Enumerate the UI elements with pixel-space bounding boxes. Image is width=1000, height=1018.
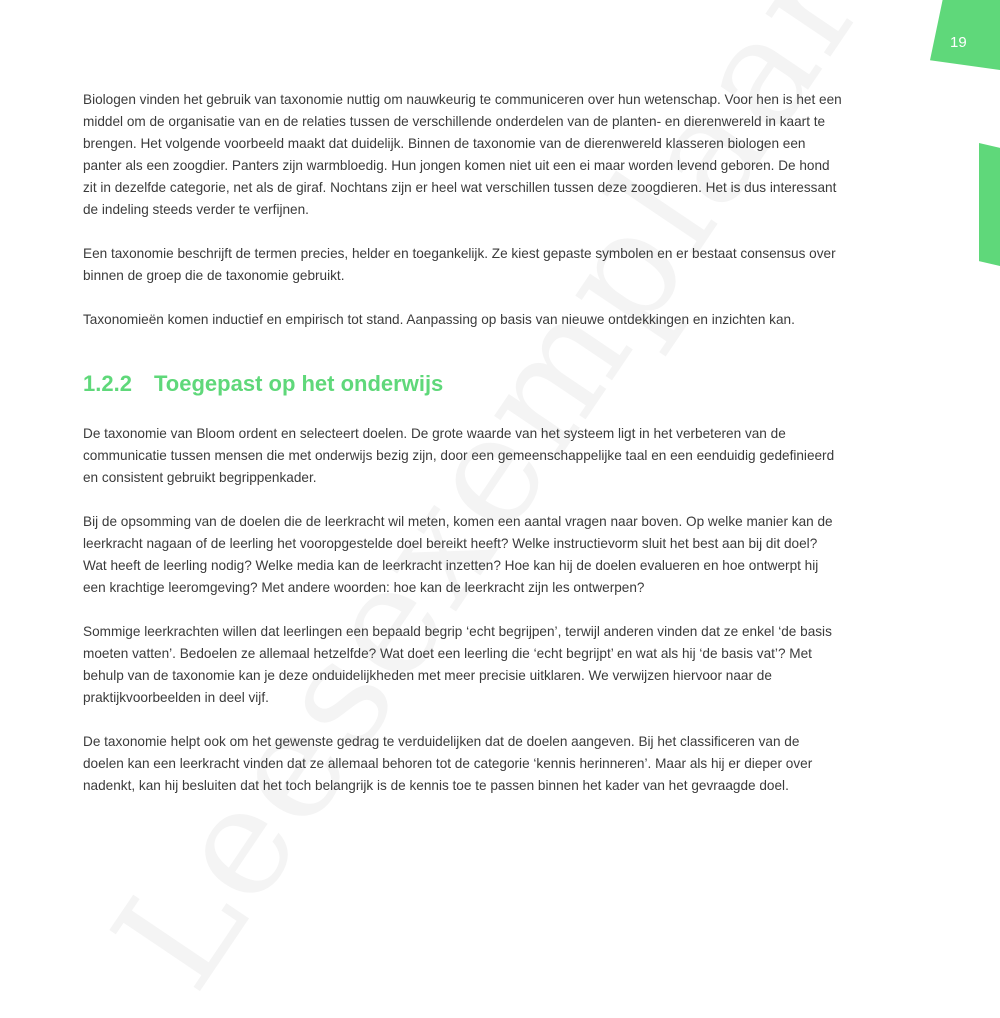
paragraph-beschrijving: Een taxonomie beschrijft de termen precies, helder en toegankelijk. Ze kiest gepaste symbolen en er bestaat consensus over binnen de groep die de taxonomie gebruikt. (83, 246, 836, 283)
paragraph-begrijpen: Sommige leerkrachten willen dat leerlingen een bepaald begrip ‘echt begrijpen’, terwijl anderen vinden dat ze enkel ‘de basis moeten vatten’. Bedoelen ze allemaal hetzelfde? Wat doet een leerling die ‘echt begrijpt’ en wat als hij ‘de basis vat’? Met behulp van de taxonomie kan je deze onduidelijkheden met meer precisie uitklaren. We verwijzen hiervoor naar de praktijkvoorbeelden in deel vijf. (83, 624, 832, 705)
body-text (83, 89, 843, 797)
section-heading (83, 371, 843, 397)
paragraph-vragen: Bij de opsomming van de doelen die de leerkracht wil meten, komen een aantal vragen naar boven. Op welke manier kan de leerkracht nagaan of de leerling het vooropgestelde doel bereikt heeft? Welke instructievorm sluit het best aan bij dit doel? Wat heeft de leerling nodig? Welke media kan de leerkracht inzetten? Hoe kan hij de doelen evalueren en hoe ontwerpt hij een krachtige leeromgeving? Met andere woorden: hoe kan de leerkracht zijn les ontwerpen? (83, 514, 833, 595)
paragraph-bloom: De taxonomie van Bloom ordent en selecteert doelen. De grote waarde van het systeem ligt in het verbeteren van de communicatie tussen mensen die met onderwijs bezig zijn, door een gemeenschappelijke taal en een eenduidig gedefinieerd en consistent gebruikt begrippenkader. (83, 426, 835, 485)
section-number: 1.2.2 (83, 371, 132, 396)
paragraph-gedrag: De taxonomie helpt ook om het gewenste gedrag te verduidelijken dat de doelen aangeven. Bij het classificeren van de doelen kan een leerkracht vinden dat ze allemaal behoren tot de categorie ‘kennis herinneren’. Maar als hij er dieper over nadenkt, kan hij besluiten dat het toch belangrijk is de kennis toe te passen binnen het kader van het gevraagde doel. (83, 734, 813, 793)
chapter-side-strip (979, 143, 1000, 266)
section-title: Toegepast op het onderwijs (154, 371, 444, 396)
paragraph-inductief: Taxonomieën komen inductief en empirisch tot stand. Aanpassing op basis van nieuwe ontdekkingen en inzichten kan. (83, 312, 795, 327)
page-number: 19 (950, 34, 967, 51)
paragraph-biologen: Biologen vinden het gebruik van taxonomie nuttig om nauwkeurig te communiceren over hun wetenschap. Voor hen is het een middel om de organisatie van en de relaties tussen de verschillende onderdelen van de planten- en dierenwereld in kaart te brengen. Het volgende voorbeeld maakt dat duidelijk. Binnen de taxonomie van de dierenwereld klasseren biologen een panter als een zoogdier. Panters zijn warmbloedig. Hun jongen komen niet uit een ei maar worden levend geboren. De hond zit in dezelfde categorie, net als de giraf. Nochtans zijn er heel wat verschillen tussen deze zoogdieren. Het is dus interessant de indeling steeds verder te verfijnen. (83, 92, 842, 217)
